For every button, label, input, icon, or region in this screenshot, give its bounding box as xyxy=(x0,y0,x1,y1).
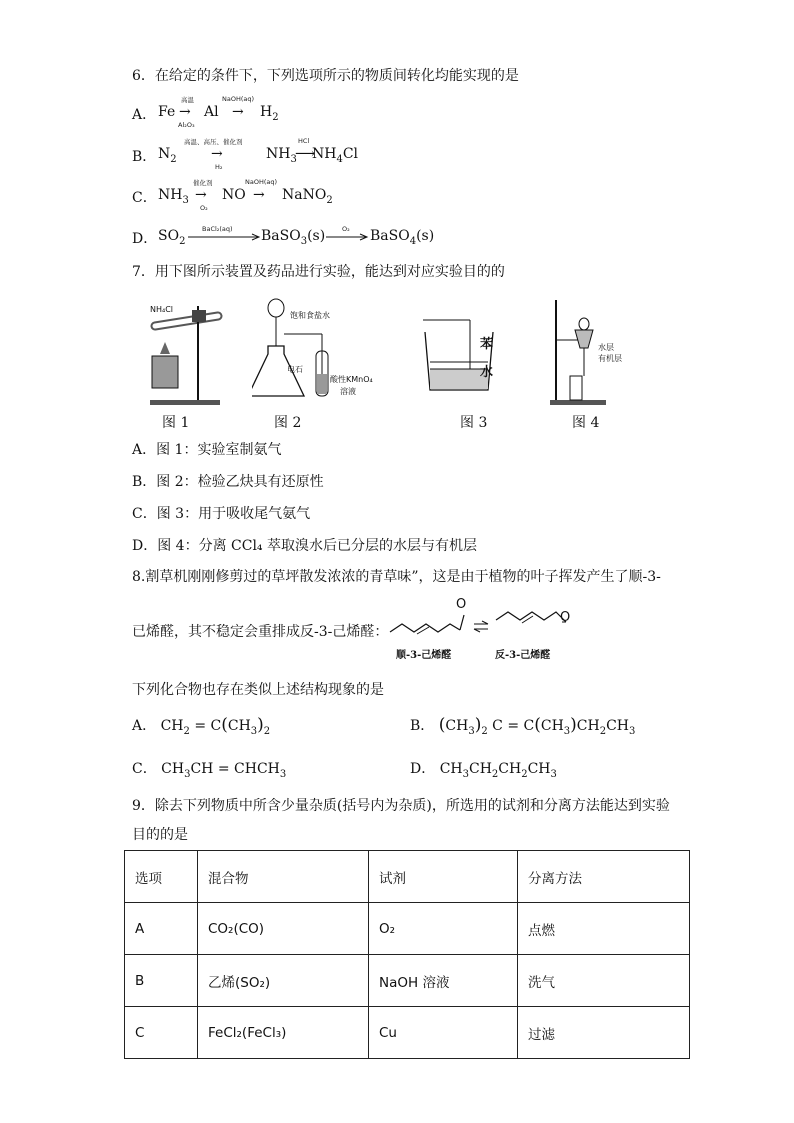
q8-stem-2: 已烯醛，其不稳定会重排成反-3-己烯醛： xyxy=(132,624,389,640)
figure-1-caption: 图 1 xyxy=(162,415,190,431)
header-reagent: 试剂 xyxy=(369,851,518,903)
q8-stem-1: 8.割草机刚刚修剪过的草坪散发浓浓的青草味”，这是由于植物的叶子挥发产生了顺-3- xyxy=(132,569,661,585)
fig4-water-layer-label: 水层 xyxy=(598,343,614,352)
row-method: 洗气 xyxy=(518,955,690,1007)
fig2-brine-label: 饱和食盐水 xyxy=(290,311,330,320)
q6a-label: A． xyxy=(132,107,157,123)
q6b-label: B． xyxy=(132,149,157,165)
row-mixture: CO₂(CO) xyxy=(198,903,369,955)
row-option: B xyxy=(125,955,198,1007)
q8-option-b xyxy=(410,715,635,741)
q6c-label: C． xyxy=(132,190,157,206)
q6a-mid: Al xyxy=(204,104,219,120)
table-row xyxy=(125,955,690,1007)
q6d-top1: BaCl₂(aq) xyxy=(202,225,233,233)
row-reagent: O₂ xyxy=(369,903,518,955)
q6b-arrow1: → xyxy=(211,146,223,162)
q6-option-d xyxy=(132,225,452,252)
q9-stem-2: 目的的是 xyxy=(132,827,188,843)
q6b-bot1: H₂ xyxy=(215,163,223,171)
header-option: 选项 xyxy=(125,851,198,903)
q6-stem: 6．在给定的条件下，下列选项所示的物质间转化均能实现的是 xyxy=(132,68,519,84)
q6d-top2: O₂ xyxy=(342,225,350,233)
q8b-formula: $(CH_3)_2$ $C = C(CH_3)CH_2CH_3$ xyxy=(438,715,636,737)
q6c-mid: NO xyxy=(222,187,246,203)
q9-stem-1: 9．除去下列物质中所含少量杂质(括号内为杂质)，所选用的试剂和分离方法能达到实验 xyxy=(132,798,670,814)
figure-3-caption: 图 3 xyxy=(460,415,488,431)
q6d-arrow1 xyxy=(188,233,262,241)
table-header-row xyxy=(125,851,690,903)
header-mixture: 混合物 xyxy=(198,851,369,903)
row-mixture: 乙烯(SO₂) xyxy=(198,955,369,1007)
q6c-arrow2: → xyxy=(253,187,265,203)
table-row xyxy=(125,1007,690,1059)
q8-stem-3: 下列化合物也存在类似上述结构现象的是 xyxy=(132,682,384,698)
fig3-water-label: 水 xyxy=(480,365,494,380)
q6a-bot1: Al₂O₃ xyxy=(178,121,195,129)
figure-4-caption: 图 4 xyxy=(572,415,600,431)
q6a-top2: NaOH(aq) xyxy=(222,95,255,103)
row-reagent: Cu xyxy=(369,1007,518,1059)
q6c-arrow1: → xyxy=(195,187,207,203)
q8b-label: B． xyxy=(410,718,435,734)
q6-option-c xyxy=(132,178,432,213)
q8c-formula: $CH_3CH$ = $CHCH_3$ xyxy=(161,761,287,780)
q6c-to: NaNO$_2$ xyxy=(282,187,333,206)
header-method: 分离方法 xyxy=(518,851,690,903)
figure-3-apparatus xyxy=(420,314,500,394)
q8-isomer-structures xyxy=(388,598,588,644)
q7-stem: 7．用下图所示装置及药品进行实验，能达到对应实验目的的 xyxy=(132,264,505,280)
row-option: A xyxy=(125,903,198,955)
q6d-label: D． xyxy=(132,231,158,247)
q7-option-b: B．图 2：检验乙炔具有还原性 xyxy=(132,474,324,490)
row-option: C xyxy=(125,1007,198,1059)
q6c-bot1: O₂ xyxy=(200,204,208,212)
q8c-label: C． xyxy=(132,761,157,777)
q6b-to: $NH_4Cl$ xyxy=(312,146,359,165)
q7-option-d: D．图 4：分离 CCl₄ 萃取溴水后已分层的水层与有机层 xyxy=(132,538,477,554)
q6-option-b xyxy=(132,137,432,172)
q6b-top2: HCl xyxy=(298,137,310,145)
fig1-nh4cl-label: NH₄Cl xyxy=(150,305,174,314)
q8a-formula: $CH_2 = C(CH_3)_2$ xyxy=(160,715,271,737)
q6b-top1: 高温、高压、催化剂 xyxy=(184,138,243,146)
figure-2-caption: 图 2 xyxy=(274,415,302,431)
q6b-arrow2: ⟶ xyxy=(295,146,316,162)
q6a-arrow1: → xyxy=(179,104,191,120)
row-reagent: NaOH 溶液 xyxy=(369,955,518,1007)
q6d-from: $SO_2$ xyxy=(158,228,186,247)
q6-option-a xyxy=(132,95,432,129)
fig2-carbide-label: 电石 xyxy=(287,365,303,374)
fig4-organic-layer-label: 有机层 xyxy=(598,354,622,363)
q6a-from: Fe xyxy=(158,104,176,120)
q8a-label: A． xyxy=(132,718,157,734)
q6d-arrow2 xyxy=(326,233,370,241)
q6b-mid: $NH_3$ xyxy=(266,146,297,165)
q8-option-c xyxy=(132,758,286,784)
q8d-formula: $CH_3CH_2CH_2CH_3$ xyxy=(439,761,557,780)
cis-oxygen: O xyxy=(456,597,467,612)
q9-table xyxy=(124,850,690,1059)
q6a-arrow2: → xyxy=(232,104,244,120)
q7-option-a: A．图 1：实验室制氨气 xyxy=(132,442,282,458)
trans-oxygen: O xyxy=(560,610,571,625)
q6a-top1: 高温 xyxy=(181,96,194,104)
q8-option-d xyxy=(410,758,557,784)
trans-name: 反-3-己烯醛 xyxy=(495,650,551,661)
row-method: 过滤 xyxy=(518,1007,690,1059)
fig2-kmno4-label: 酸性KMnO₄ xyxy=(330,375,373,384)
q7-option-c: C．图 3：用于吸收尾气氨气 xyxy=(132,506,311,522)
q8-option-a xyxy=(132,715,270,741)
q6c-top2: NaOH(aq) xyxy=(245,178,278,186)
cis-name: 顺-3-己烯醛 xyxy=(396,650,452,661)
q8d-label: D． xyxy=(410,761,436,777)
q6b-from: $N_2$ xyxy=(158,146,177,165)
q6a-to: $H_2$ xyxy=(260,104,279,123)
q6c-from: $NH_3$ xyxy=(158,187,189,206)
fig3-benzene-label: 苯 xyxy=(480,337,494,352)
fig2-solution-label: 溶液 xyxy=(340,387,356,396)
table-row xyxy=(125,903,690,955)
q6d-to: BaSO$_4$(s) xyxy=(370,228,435,247)
row-mixture: FeCl₂(FeCl₃) xyxy=(198,1007,369,1059)
q6d-mid: BaSO$_3$(s) xyxy=(261,228,326,247)
row-method: 点燃 xyxy=(518,903,690,955)
q6c-top1: 催化剂 xyxy=(193,179,213,187)
